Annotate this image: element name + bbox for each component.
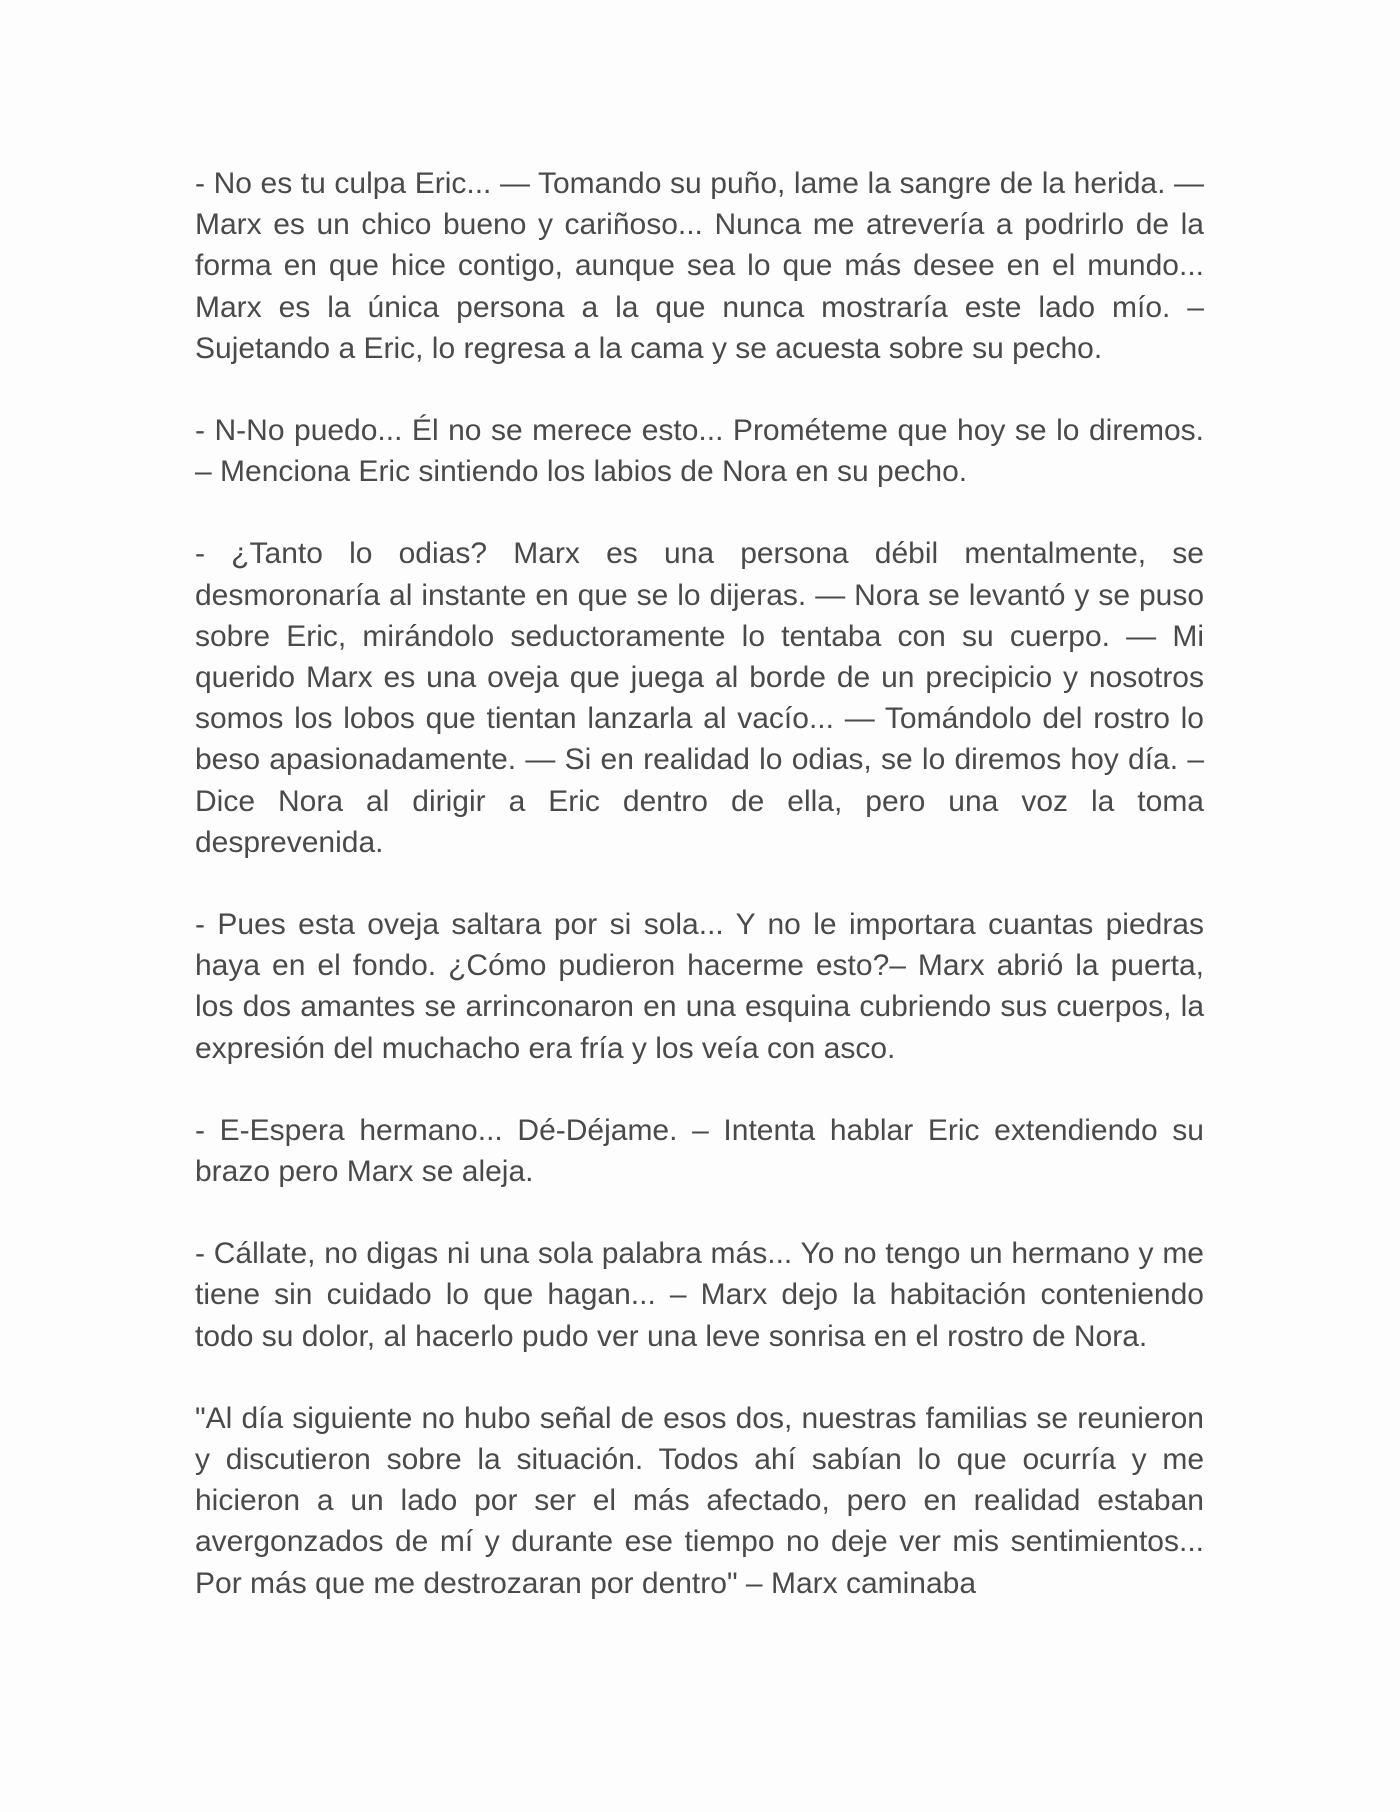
- paragraph-4: - Pues esta oveja saltara por si sola... Y no le importara cuantas piedras haya en el fondo. ¿Cómo pudieron hacerme esto?– Marx abrió la puerta, los dos amantes se arrinconaron en una esquina cubriendo sus cuerpos, la expresión del muchacho era fría y los veía con asco.: [195, 908, 1204, 1065]
- paragraph-6: - Cállate, no digas ni una sola palabra más... Yo no tengo un hermano y me tiene sin cuidado lo que hagan... – Marx dejo la habitación conteniendo todo su dolor, al hacerlo pudo ver una leve sonrisa en el rostro de Nora.: [195, 1237, 1204, 1353]
- paragraph-7: "Al día siguiente no hubo señal de esos dos, nuestras familias se reunieron y discutieron sobre la situación. Todos ahí sabían lo que ocurría y me hicieron a un lado por ser el más afectado, pero en realidad estaban avergonzados de mí y durante ese tiempo no deje ver mis sentimientos... Por más que me destrozaran por dentro" – Marx caminaba: [195, 1401, 1204, 1600]
- paragraph-1: - No es tu culpa Eric... — Tomando su puño, lame la sangre de la herida. — Marx es un chico bueno y cariñoso... Nunca me atrevería a podrirlo de la forma en que hice contigo, aunque sea lo que más desee en el mundo... Marx es la única persona a la que nunca mostraría este lado mío. – Sujetando a Eric, lo regresa a la cama y se acuesta sobre su pecho.: [195, 167, 1204, 365]
- paragraph-2: - N-No puedo... Él no se merece esto... Prométeme que hoy se lo diremos. – Menciona Eric sintiendo los labios de Nora en su pecho.: [195, 414, 1204, 489]
- paragraph-5: - E-Espera hermano... Dé-Déjame. – Intenta hablar Eric extendiendo su brazo pero Marx se aleja.: [195, 1113, 1204, 1189]
- paragraph-3: - ¿Tanto lo odias? Marx es una persona débil mentalmente, se desmoronaría al instante en que se lo dijeras. — Nora se levantó y se puso sobre Eric, mirándolo seductoramente lo tentaba con su cuerpo. — Mi querido Marx es una oveja que juega al borde de un precipicio y nosotros somos los lobos que tientan lanzarla al vacío... — Tomándolo del rostro lo beso apasionadamente. — Si en realidad lo odias, se lo diremos hoy día. – Dice Nora al dirigir a Eric dentro de ella, pero una voz la toma desprevenida.: [195, 537, 1204, 859]
- story-text: [195, 163, 1204, 1604]
